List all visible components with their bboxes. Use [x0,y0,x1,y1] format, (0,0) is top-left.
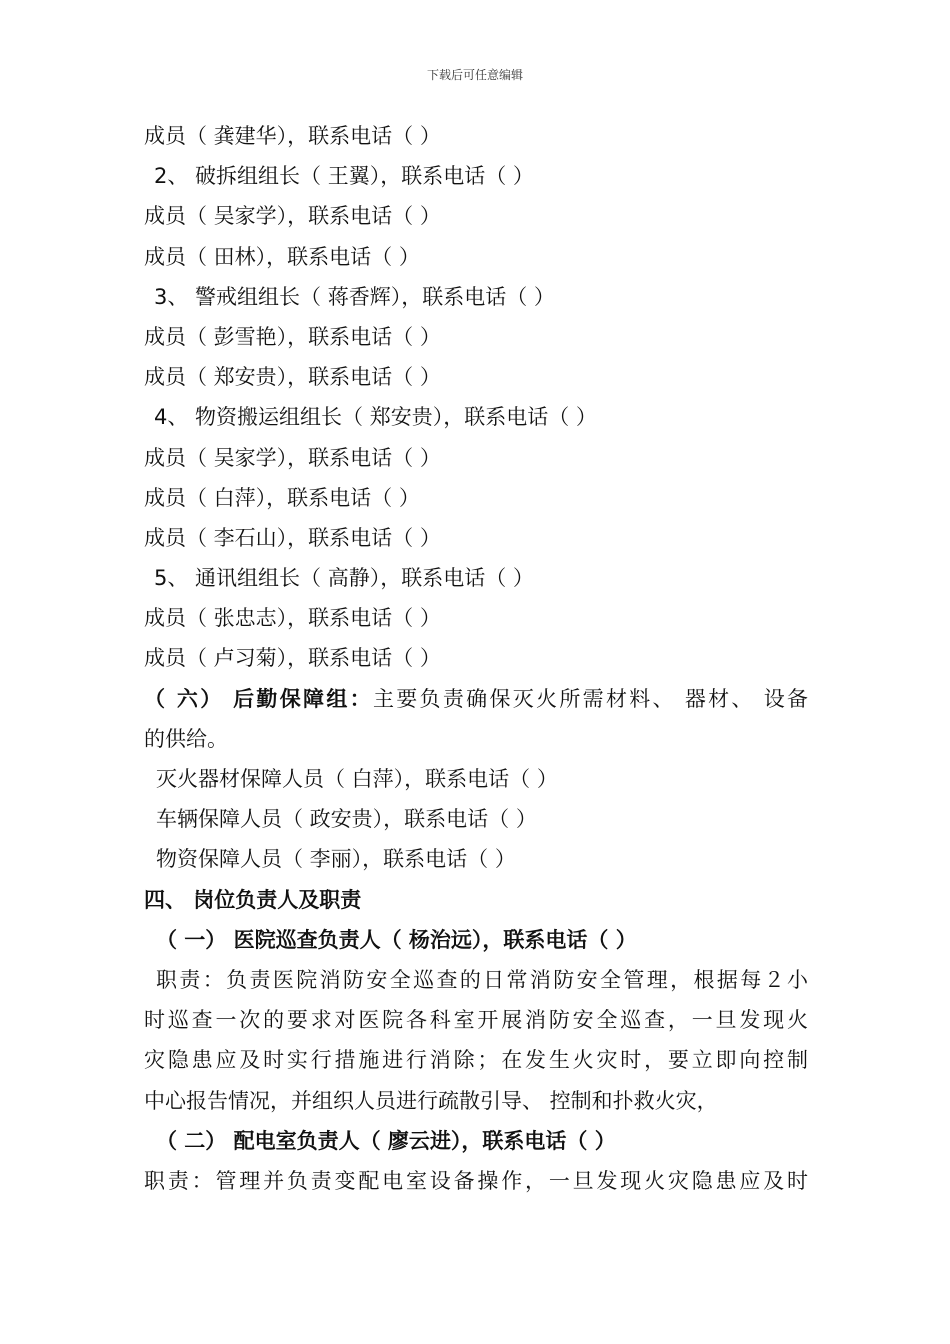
list-line-0: 成员（ 龚建华），联系电话（ ） [144,124,441,148]
member-list [144,116,808,679]
list-line-1: 2、 破拆组组长（ 王翼），联系电话（ ） [154,164,534,189]
list-line-7: 4、 物资搬运组组长（ 郑安贵），联系电话（ ） [154,405,597,430]
list-line-13: 成员（ 卢习菊），联系电话（ ） [144,646,441,671]
list-line-4: 3、 警戒组组长（ 蒋香辉），联系电话（ ） [154,284,555,309]
sub1-duty-line-1: 时巡查一次的要求对医院各科室开展消防安全巡查，一旦发现火 [144,1008,808,1033]
section4-title: 四、 岗位负责人及职责 [144,887,362,912]
list-line-10: 成员（ 李石山），联系电话（ ） [144,525,441,550]
sub1-duty-line-0: 职责：负责医院消防安全巡查的日常消防安全管理，根据每２小 [156,967,808,992]
list-line-6: 成员（ 郑安贵），联系电话（ ） [144,365,441,390]
list-line-11: 5、 通讯组组长（ 高静），联系电话（ ） [154,566,534,591]
list-line-12: 成员（ 张忠志），联系电话（ ） [144,606,441,631]
logistics-line-2: 物资保障人员（ 李丽），联系电话（ ） [156,847,516,872]
logistics-line-1: 车辆保障人员（ 政安贵），联系电话（ ） [156,807,537,832]
list-line-9: 成员（ 白萍），联系电话（ ） [144,485,420,510]
list-line-2: 成员（ 吴家学），联系电话（ ） [144,204,441,229]
logistics-heading: （ 六） 后勤保障组： [144,686,373,711]
sub1-duty-line-3: 中心报告情况，并组织人员进行疏散引导、 控制和扑救火灾， [144,1088,718,1113]
list-line-8: 成员（ 吴家学），联系电话（ ） [144,445,441,470]
sub1-duty-line-2: 灾隐患应及时实行措施进行消除；在发生火灾时，要立即向控制 [144,1048,808,1073]
logistics-text-1: 主要负责确保灭火所需材料、 器材、 设备 [372,686,808,711]
document-body [144,116,808,1201]
list-line-3: 成员（ 田林），联系电话（ ） [144,244,420,269]
logistics-paragraph-line2: 的供给。 [144,726,228,751]
sub1-title: （ 一） 医院巡查负责人（ 杨治远），联系电话（ ） [156,927,637,952]
logistics-paragraph-line1 [144,679,808,719]
sub2-title: （ 二） 配电室负责人（ 廖云进），联系电话（ ） [156,1128,616,1153]
sub2-duty-line-0: 职责：管理并负责变配电室设备操作，一旦发现火灾隐患应及时 [144,1168,808,1193]
list-line-5: 成员（ 彭雪艳），联系电话（ ） [144,324,441,349]
page-header: 下载后可任意编辑 [426,68,523,82]
logistics-line-0: 灭火器材保障人员（ 白萍），联系电话（ ） [156,767,558,791]
